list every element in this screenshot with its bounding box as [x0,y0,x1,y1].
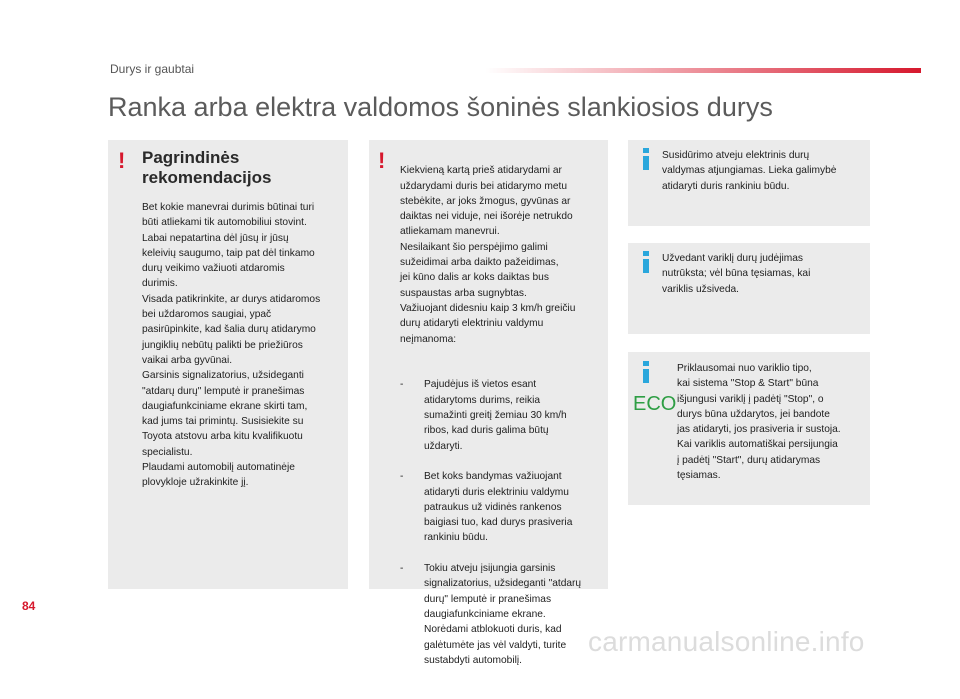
list-item: - Tokiu atveju įsijungia garsinis signalizatorius, užsideganti "atdarų durų" lemputė ir pranešimas daugiafunkciniame ekrane. Norėdami atblokuoti duris, kad galėtumėte jas vėl valdyti, turite sustabdyti automobilį. [400,561,605,668]
warning-exclamation-icon: ! [378,148,386,173]
section-label: Durys ir gaubtai [110,62,195,76]
page-title: Ranka arba elektra valdomos šoninės slankiosios durys [108,92,773,122]
warning-text [400,148,605,699]
eco-label: ECO [633,393,677,414]
recommendations-text: Bet kokie manevrai durimis būtinai turi būti atliekami tik automobiliui stovint. Labai nepatartina dėl jūsų ir jūsų keleivių saugumo, taip pat dėl tinkamo durų veikimo važiuoti atdaromis durimis. Visada patikrinkite, ar durys atidaromos bei uždaromos saugiai, ypač pasirūpinkite, kad šalia durų atidarymo jungiklių nebūtų palikti be priežiūros vaikai arba gyvūnai. Garsinis signalizatorius, užsideganti "atdarų durų" lemputė ir pranešimas daugiafunkciniame ekrane skirti tam, kad jums tai primintų. Susisiekite su Toyota atstovu arba kitu kvalifikuotu specialistu. Plaudami automobilį automatinėje plovykloje užrakinkite jį. [142,202,321,489]
info-icon [639,251,653,273]
list-item: - Bet koks bandymas važiuojant atidaryti duris elektriniu valdymu patraukus už vidinės rankenos baigiasi tuo, kad durys prasiveria rankiniu būdu. [400,469,605,545]
page-number: 84 [22,599,36,613]
info-text-collision: Susidūrimo atveju elektrinis durų valdymas atjungiamas. Lieka galimybė atidaryti duris rankiniu būdu. [662,150,837,192]
info-icon [639,148,653,170]
watermark: carmanualsonline.info [588,626,865,657]
info-text-stop-start: Priklausomai nuo variklio tipo, kai sistema "Stop & Start" būna išjungusi variklį į padėtį "Stop", o durys būna uždarytos, jei bandote jas atidaryti, jos prasiveria ir sustoja. Kai variklis automatiškai persijungia į padėtį "Start", durų atidarymas tęsiamas. [677,363,841,482]
recommendations-heading: Pagrindinės rekomendacijos [142,148,272,187]
header-accent-bar [485,68,921,73]
list-item: - Pajudėjus iš vietos esant atidarytoms durims, reikia sumažinti greitį žemiau 30 km/h ribos, kad duris galima būtų uždaryti. [400,377,605,453]
warning-intro: Kiekvieną kartą prieš atidarydami ar uždarydami duris bei atidarymo metu stebėkite, ar joks žmogus, gyvūnas ar daiktas nei viduje, nei išorėje netrukdo atliekamam manevrui. Nesilaikant šio perspėjimo galimi sužeidimai arba daikto pažeidimas, jei kūno dalis ar koks daiktas bus suspaustas arba sugnybtas. Važiuojant didesniu kaip 3 km/h greičiu durų atidaryti elektriniu valdymu neįmanoma: [400,165,576,345]
info-text-engine-start: Užvedant variklį durų judėjimas nutrūksta; vėl būna tęsiamas, kai variklis užsiveda. [662,253,811,295]
warning-list [400,362,605,683]
warning-exclamation-icon: ! [118,148,126,173]
info-icon [639,361,653,383]
